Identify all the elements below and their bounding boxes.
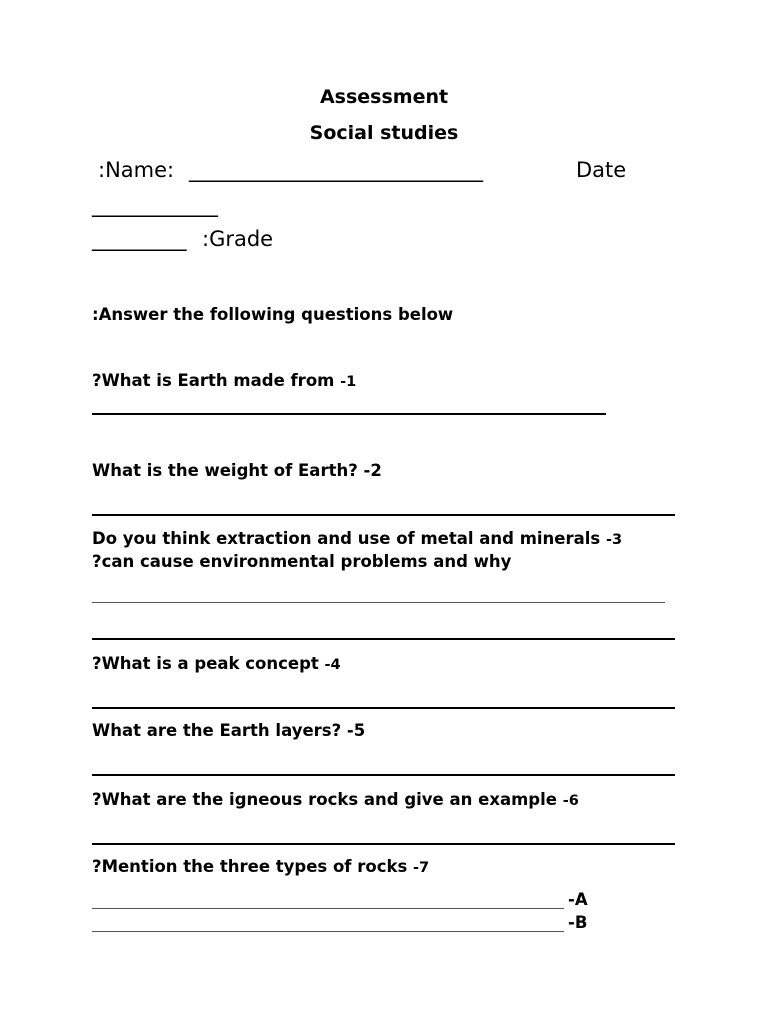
answer-line-2[interactable] <box>92 514 675 516</box>
question-3-line-2: ?can cause environmental problems and why <box>92 552 512 571</box>
date-blank[interactable]: ____________ <box>92 193 218 217</box>
question-4-number: -4 <box>324 657 341 673</box>
answer-line-7b[interactable] <box>92 931 564 932</box>
question-6-number: -6 <box>562 793 579 809</box>
name-blank[interactable]: ____________________________ <box>189 158 483 182</box>
grade-blank[interactable]: _________ <box>92 227 187 251</box>
question-7 <box>92 857 429 876</box>
answer-line-4[interactable] <box>92 707 675 709</box>
question-5: What are the Earth layers? -5 <box>92 721 366 740</box>
answer-line-5[interactable] <box>92 774 675 776</box>
question-6-text: ?What are the igneous rocks and give an example <box>92 790 557 809</box>
answer-line-7a[interactable] <box>92 908 564 909</box>
question-6 <box>92 790 579 809</box>
question-4-text: ?What is a peak concept <box>92 654 319 673</box>
question-1 <box>92 371 356 390</box>
answer-line-3a[interactable] <box>92 602 665 603</box>
answer-line-1[interactable] <box>92 413 606 415</box>
name-label: :Name: <box>98 158 175 182</box>
sub-item-b: -B <box>568 913 588 932</box>
subject-title: Social studies <box>309 122 459 144</box>
answer-line-6[interactable] <box>92 843 675 845</box>
answer-line-3b[interactable] <box>92 638 675 640</box>
question-1-number: -1 <box>340 374 357 390</box>
date-label: Date <box>576 158 627 182</box>
sub-item-a: -A <box>568 890 588 909</box>
question-7-text: ?Mention the three types of rocks <box>92 857 408 876</box>
question-2: What is the weight of Earth? -2 <box>92 461 382 480</box>
question-3-line-1 <box>92 529 622 548</box>
question-4 <box>92 654 341 673</box>
page-title: Assessment <box>319 86 449 108</box>
question-7-number: -7 <box>413 860 430 876</box>
question-3-number: -3 <box>605 532 623 548</box>
question-3-text-1: Do you think extraction and use of metal and minerals <box>92 529 601 548</box>
question-1-text: ?What is Earth made from <box>92 371 335 390</box>
grade-label: :Grade <box>202 227 274 251</box>
instructions: :Answer the following questions below <box>92 305 454 324</box>
